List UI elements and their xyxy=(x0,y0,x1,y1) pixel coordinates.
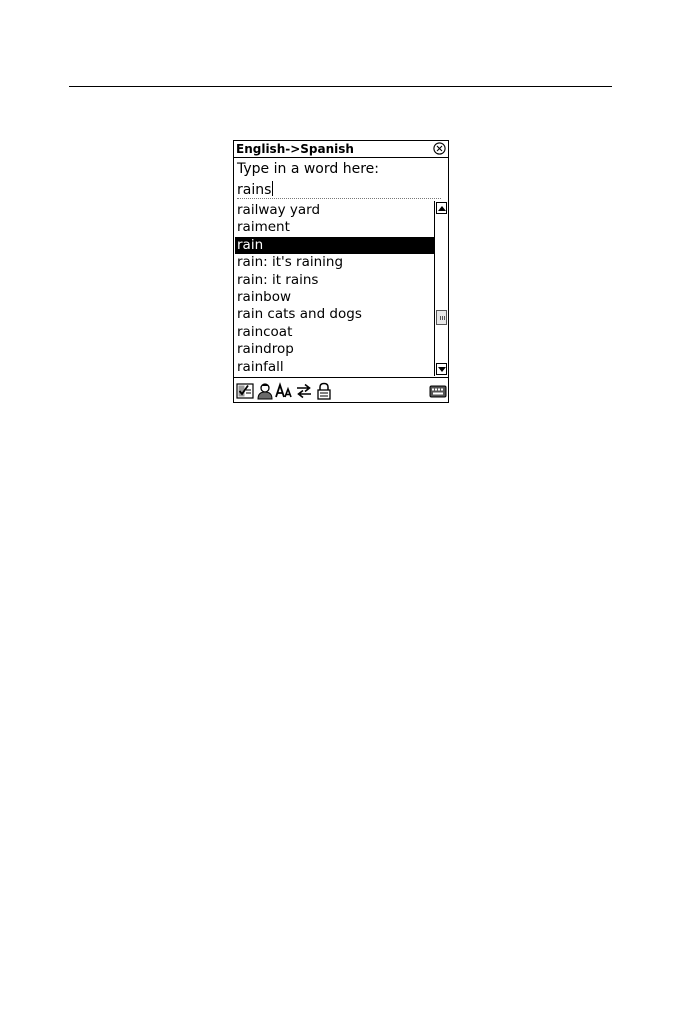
close-icon[interactable] xyxy=(433,142,446,155)
lock-icon[interactable] xyxy=(315,382,333,400)
list-item[interactable]: railway yard xyxy=(237,202,321,218)
search-input-value: rains xyxy=(237,182,272,198)
page-header-rule xyxy=(69,86,612,87)
scroll-thumb[interactable] xyxy=(436,310,447,325)
search-input[interactable] xyxy=(237,179,441,199)
list-item-selected[interactable]: rain xyxy=(235,237,434,254)
list-item[interactable]: rain: it's raining xyxy=(237,254,344,271)
list-item[interactable]: raiment xyxy=(237,219,290,236)
keyboard-icon[interactable] xyxy=(429,382,447,400)
window-title: English->Spanish xyxy=(236,142,354,156)
user-icon[interactable] xyxy=(256,382,274,400)
arrow-down-icon xyxy=(438,367,446,372)
list-item[interactable]: rainfall xyxy=(237,358,284,375)
scroll-up-button[interactable] xyxy=(436,202,447,214)
list-item[interactable]: rain cats and dogs xyxy=(237,306,362,323)
title-bar xyxy=(234,141,448,158)
list-item[interactable]: rain: it rains xyxy=(237,271,319,288)
list-item[interactable]: raindrop xyxy=(237,341,294,358)
font-size-icon[interactable] xyxy=(275,382,293,400)
list-item[interactable]: rainbow xyxy=(237,288,291,305)
grip-line xyxy=(444,316,445,320)
search-prompt: Type in a word here: xyxy=(237,161,379,177)
text-caret xyxy=(272,181,273,196)
bottom-toolbar xyxy=(234,377,448,403)
arrow-up-icon xyxy=(438,206,446,211)
dictionary-icon[interactable] xyxy=(236,382,254,400)
grip-line xyxy=(442,316,443,320)
dictionary-window xyxy=(233,140,449,403)
results-list xyxy=(235,202,434,376)
list-item[interactable]: raincoat xyxy=(237,323,293,340)
swap-direction-icon[interactable] xyxy=(295,382,313,400)
scroll-down-button[interactable] xyxy=(436,363,447,375)
grip-line xyxy=(440,316,441,320)
vertical-scrollbar[interactable] xyxy=(434,201,447,376)
